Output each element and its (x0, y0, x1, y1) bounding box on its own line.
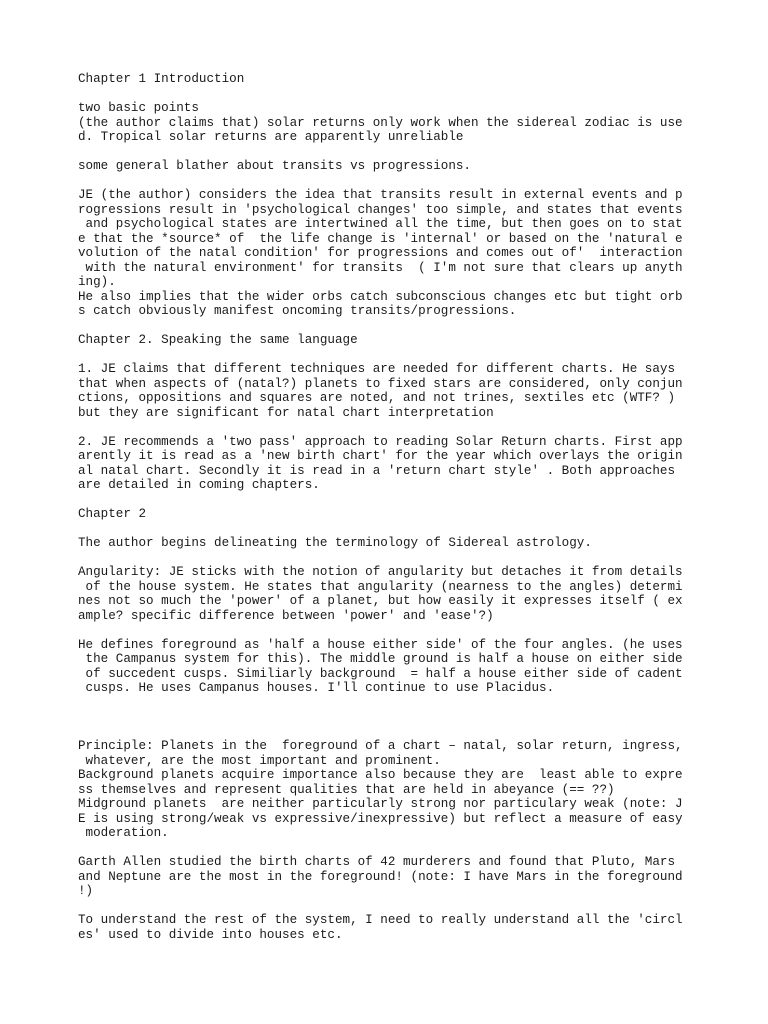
paragraph (78, 913, 718, 942)
text-line: arently it is read as a 'new birth chart' for the year which overlays the origin (78, 449, 683, 463)
text-line: s catch obviously manifest oncoming transits/progressions. (78, 304, 517, 318)
text-line: of the house system. He states that angularity (nearness to the angles) determi (78, 579, 683, 594)
paragraph (78, 565, 718, 623)
text-line: Garth Allen studied the birth charts of 42 murderers and found that Pluto, Mars (78, 855, 676, 869)
paragraph (78, 362, 718, 420)
text-line: cusps. He uses Campanus houses. I'll continue to use Placidus. (78, 681, 555, 695)
paragraph (78, 333, 718, 348)
document-page (78, 72, 718, 957)
text-line: d. Tropical solar returns are apparently unreliable (78, 130, 464, 144)
text-line: nes not so much the 'power' of a planet, but how easily it expresses itself ( ex (78, 594, 683, 608)
text-line: volution of the natal condition' for progressions and comes out of' interaction (78, 246, 683, 260)
paragraph (78, 159, 718, 174)
paragraph (78, 739, 718, 841)
text-line: es' used to divide into houses etc. (78, 927, 343, 942)
text-line: 1. JE claims that different techniques are needed for different charts. He says (78, 362, 676, 376)
text-line: and psychological states are intertwined all the time, but then goes on to stat (78, 217, 683, 231)
text-line: Chapter 2 (78, 507, 147, 521)
text-line: Midground planets are neither particularly strong nor particulary weak (note: J (78, 797, 683, 811)
blank-space (78, 710, 718, 739)
paragraph (78, 855, 718, 899)
text-line: that when aspects of (natal?) planets to fixed stars are considered, only conjun (78, 376, 683, 391)
text-line: some general blather about transits vs progressions. (78, 159, 471, 173)
text-line: al natal chart. Secondly it is read in a 'return chart style' . Both approaches (78, 463, 676, 478)
text-line: ing). (78, 275, 116, 289)
text-line: Angularity: JE sticks with the notion of angularity but detaches it from details (78, 565, 683, 579)
text-line: are detailed in coming chapters. (78, 478, 320, 492)
text-line: JE (the author) considers the idea that transits result in external events and p (78, 188, 683, 202)
text-line: !) (78, 884, 94, 898)
text-line: ss themselves and represent qualities that are held in abeyance (== ??) (78, 782, 615, 797)
text-line: the Campanus system for this). The middle ground is half a house on either side (78, 652, 683, 666)
text-line: (the author claims that) solar returns only work when the sidereal zodiac is use (78, 115, 683, 130)
text-line: whatever, are the most important and prominent. (78, 753, 441, 768)
text-line: e that the *source* of the life change is 'internal' or based on the 'natural e (78, 231, 683, 246)
paragraph (78, 638, 718, 696)
text-line: but they are significant for natal chart interpretation (78, 405, 494, 420)
text-line: He also implies that the wider orbs catch subconscious changes etc but tight orb (78, 289, 683, 304)
text-line: of succedent cusps. Similiarly background = half a house either side of cadent (78, 666, 683, 681)
text-line: with the natural environment' for transits ( I'm not sure that clears up anyth (78, 260, 683, 275)
paragraph (78, 72, 718, 87)
text-line: 2. JE recommends a 'two pass' approach to reading Solar Return charts. First app (78, 434, 683, 449)
text-line: Chapter 2. Speaking the same language (78, 333, 358, 347)
text-line: Background planets acquire importance also because they are least able to expre (78, 768, 683, 782)
text-line: E is using strong/weak vs expressive/inexpressive) but reflect a measure of easy (78, 811, 683, 826)
text-line: two basic points (78, 101, 199, 115)
text-line: ctions, oppositions and squares are noted, and not trines, sextiles etc (WTF? ) (78, 391, 676, 405)
text-line: moderation. (78, 826, 169, 840)
text-line: He defines foreground as 'half a house either side' of the four angles. (he uses (78, 637, 683, 652)
text-line: rogressions result in 'psychological changes' too simple, and states that events (78, 202, 683, 217)
text-line: Principle: Planets in the foreground of a chart – natal, solar return, ingress, (78, 739, 683, 753)
paragraph (78, 188, 718, 319)
text-line: ample? specific difference between 'power' and 'ease'?) (78, 608, 494, 623)
text-line: To understand the rest of the system, I need to really understand all the 'circl (78, 913, 683, 927)
paragraph (78, 536, 718, 551)
paragraph (78, 507, 718, 522)
text-line: Chapter 1 Introduction (78, 72, 245, 86)
paragraph (78, 435, 718, 493)
text-line: and Neptune are the most in the foreground! (note: I have Mars in the foreground (78, 869, 683, 884)
text-line: The author begins delineating the terminology of Sidereal astrology. (78, 536, 592, 550)
paragraph (78, 101, 718, 145)
